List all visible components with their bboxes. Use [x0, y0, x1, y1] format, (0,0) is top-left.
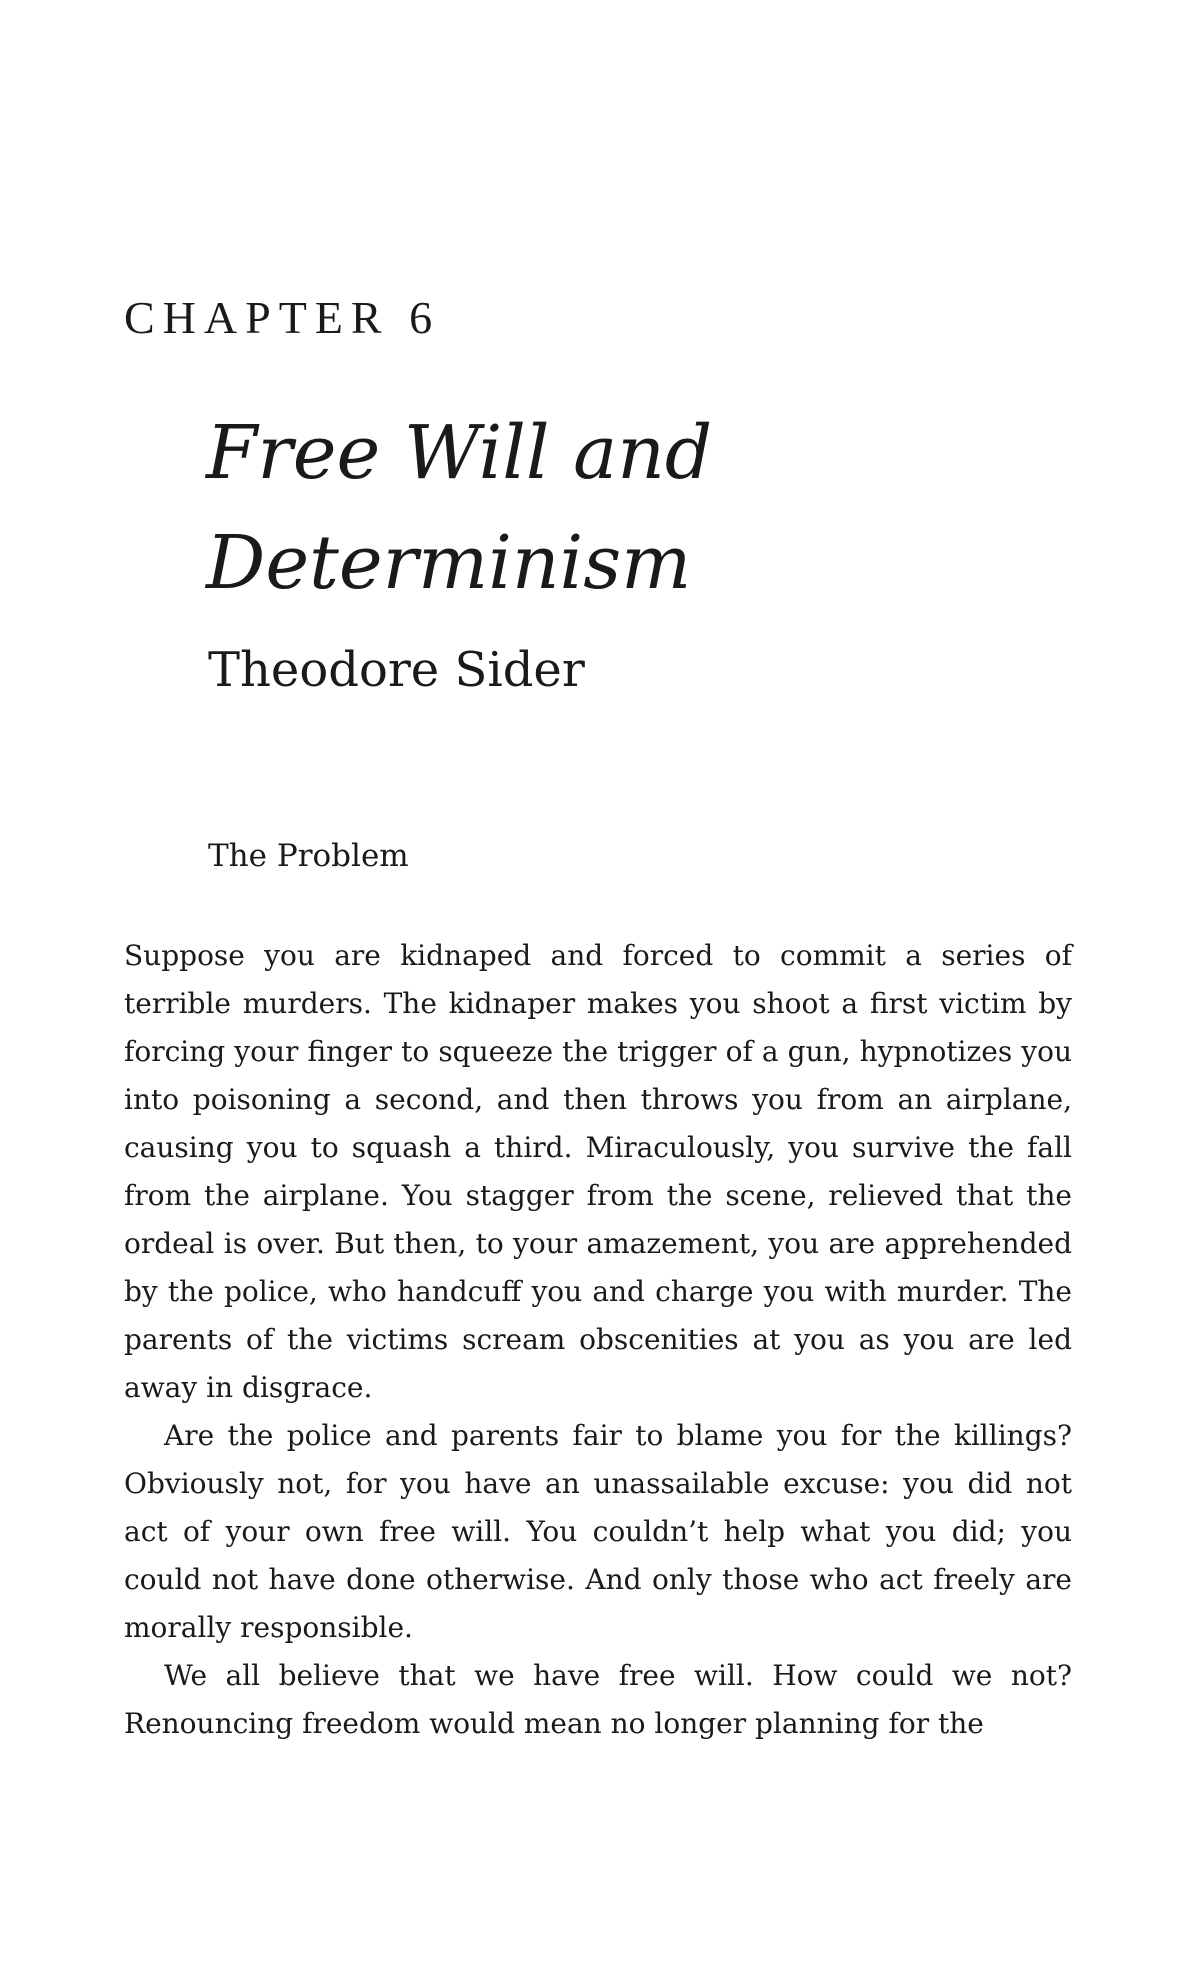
chapter-title — [206, 398, 1106, 618]
body-text — [124, 932, 1072, 1748]
chapter-title-line-1: Free Will and — [206, 410, 713, 496]
paragraph-2: Are the police and parents fair to blame you for the killings? Obviously not, for you have an unassailable excuse: you did not act of your own free will. You couldn’t help what you did; you could not have done otherwise. And only those who act freely are morally responsible. — [124, 1419, 1072, 1644]
paragraph-1: Suppose you are kidnaped and forced to commit a series of terrible murders. The kidnaper makes you shoot a first victim by forcing your finger to squeeze the trigger of a gun, hypnotizes you into poisoning a second, and then throws you from an airplane, causing you to squash a third. Miraculously, you survive the fall from the airplane. You stagger from the scene, relieved that the ordeal is over. But then, to your amazement, you are apprehended by the police, who handcuff you and charge you with murder. The parents of the victims scream obscenities at you as you are led away in disgrace. — [124, 939, 1072, 1404]
chapter-label: CHAPTER 6 — [124, 292, 441, 343]
paragraph-3: We all believe that we have free will. How could we not? Renouncing freedom would mean no longer planning for the — [124, 1659, 1072, 1740]
chapter-title-line-2: Determinism — [206, 520, 692, 606]
author-name: Theodore Sider — [208, 642, 585, 698]
section-heading: The Problem — [208, 838, 409, 874]
